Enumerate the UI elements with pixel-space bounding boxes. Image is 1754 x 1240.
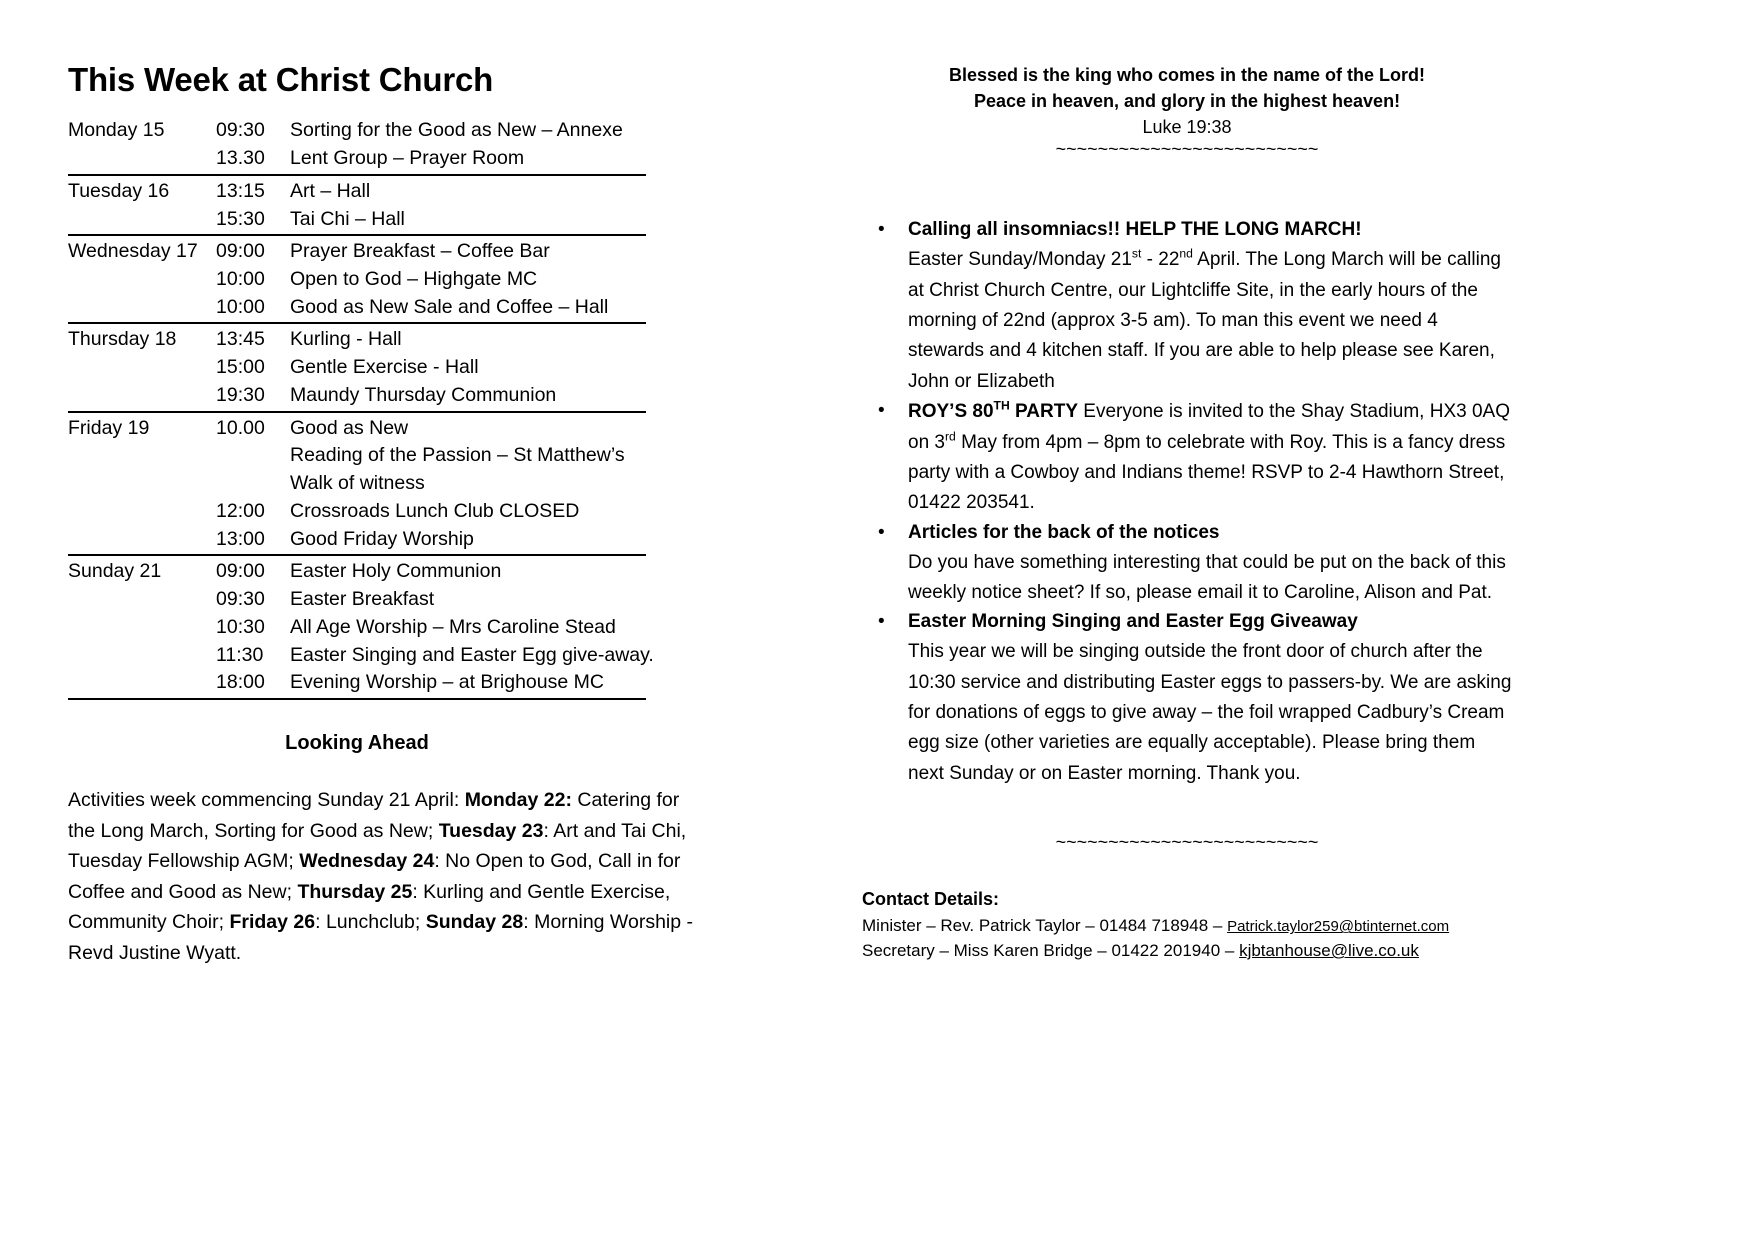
schedule-day-cell: Monday 15: [68, 119, 165, 142]
schedule-event-cell: Good as New Sale and Coffee – Hall: [290, 295, 609, 318]
schedule-day-cell: [68, 207, 216, 236]
looking-ahead-day-text: : Kurling and Gentle Exercise, Community Choir;: [68, 880, 671, 934]
schedule-day-cell: Thursday 18: [68, 323, 216, 355]
table-row: [68, 295, 646, 324]
contact-details: [862, 887, 1512, 963]
looking-ahead-intro: Activities week commencing Sunday 21 April:: [68, 788, 465, 811]
schedule-time-cell: 11:30: [216, 643, 264, 666]
notice-body-text: Everyone is invited to the Shay Stadium, HX3 0AQ on 3: [908, 401, 1510, 453]
schedule-event-cell: Kurling - Hall: [290, 323, 646, 355]
schedule-time-cell: 09:00: [216, 235, 290, 267]
notice-heading: Easter Morning Singing and Easter Egg Giveaway: [908, 611, 1358, 633]
schedule-time-cell: 13:45: [216, 323, 290, 355]
schedule-event-cell: Crossroads Lunch Club CLOSED: [290, 499, 580, 522]
schedule-event-cell: Easter Singing and Easter Egg give-away.: [290, 643, 654, 666]
schedule-time-cell: 09:30: [216, 588, 265, 611]
table-row: [68, 207, 646, 236]
table-row: [68, 615, 646, 643]
schedule-event-cell: Good Friday Worship: [290, 527, 474, 550]
looking-ahead-day-label: Friday 26: [229, 911, 316, 934]
table-row: [68, 643, 646, 671]
looking-ahead-day-label: Sunday 28: [425, 911, 524, 934]
schedule-day-cell: [68, 670, 216, 699]
schedule-event-cell: Easter Breakfast: [290, 588, 435, 611]
table-row: [68, 555, 646, 587]
schedule-time-cell: 13:00: [216, 527, 265, 550]
table-row: [68, 527, 646, 556]
looking-ahead-heading: Looking Ahead: [285, 731, 429, 754]
schedule-event-cell: Good as New: [290, 412, 646, 444]
schedule-time-cell: 09:00: [216, 555, 290, 587]
schedule-time-cell: 18:00: [216, 670, 290, 699]
schedule-day-cell: [68, 643, 216, 671]
schedule-day-cell: [68, 267, 216, 295]
table-row: [68, 146, 646, 175]
schedule-day-cell: [68, 355, 216, 383]
looking-ahead-day-label: Tuesday 23: [438, 819, 544, 842]
schedule-event-cell: Sorting for the Good as New – Annexe: [290, 119, 623, 142]
verse-reference: Luke 19:38: [1142, 117, 1232, 138]
schedule-event-cell: Open to God – Highgate MC: [290, 267, 538, 290]
schedule-day-cell: [68, 295, 216, 324]
notice-item: [862, 397, 1512, 519]
verse-line-2: Peace in heaven, and glory in the highest heaven!: [973, 91, 1401, 112]
schedule-day-cell: Friday 19: [68, 412, 216, 444]
ordinal-suffix: st: [1131, 246, 1142, 261]
looking-ahead-day-text: Catering for the Long March, Sorting for Good as New;: [68, 788, 680, 842]
ordinal-suffix: TH: [993, 398, 1010, 413]
contact-minister-line: [862, 914, 1512, 939]
schedule-event-cell: Lent Group – Prayer Room: [290, 147, 525, 170]
schedule-time-cell: 13.30: [216, 147, 265, 170]
bullet-icon: •: [878, 219, 885, 241]
table-row: [68, 267, 646, 295]
schedule-event-cell: Gentle Exercise - Hall: [290, 356, 479, 379]
schedule-time-cell: 15:00: [216, 356, 265, 379]
schedule-time-cell: 13:15: [216, 175, 290, 207]
notices-list: [862, 216, 1512, 789]
page-title: This Week at Christ Church: [68, 61, 494, 98]
schedule-day-cell: Wednesday 17: [68, 235, 216, 267]
notice-body-text: Easter Sunday/Monday 21: [908, 249, 1132, 271]
looking-ahead-day-text: : Art and Tai Chi, Tuesday Fellowship AGM;: [68, 819, 687, 873]
weekly-schedule-table: [68, 116, 654, 700]
contact-secretary-label: Secretary – Miss Karen Bridge – 01422 201940 –: [862, 940, 1240, 960]
notice-heading-cont: PARTY: [1009, 401, 1079, 423]
table-row: [68, 471, 646, 499]
schedule-event-cell: Reading of the Passion – St Matthew’s: [290, 444, 625, 467]
notice-heading: Calling all insomniacs!! HELP THE LONG MARCH!: [908, 219, 1362, 241]
notice-body: Do you have something interesting that could be put on the back of this weekly notice sheet? If so, please email it to Caroline, Alison and Pat.: [908, 551, 1506, 603]
notice-item: [862, 608, 1512, 789]
schedule-day-cell: Tuesday 16: [68, 175, 216, 207]
right-column: [862, 62, 1512, 964]
schedule-time-cell: [216, 471, 290, 499]
schedule-time-cell: [216, 443, 290, 471]
bullet-icon: •: [878, 521, 885, 543]
squiggle-divider-bottom: ~~~~~~~~~~~~~~~~~~~~~~~~~: [1055, 832, 1319, 853]
looking-ahead-day-text: : No Open to God, Call in for Coffee and Good as New;: [68, 850, 681, 903]
schedule-event-cell: Evening Worship – at Brighouse MC: [290, 670, 646, 699]
verse-line-1: Blessed is the king who comes in the name of the Lord!: [948, 65, 1426, 85]
table-row: [68, 175, 646, 207]
table-row: [68, 355, 646, 383]
table-row: [68, 412, 646, 444]
bullet-icon: •: [878, 400, 885, 422]
table-row: [68, 670, 646, 699]
table-row: [68, 587, 646, 615]
notice-body-text-cont: April. The Long March will be calling at Christ Church Centre, our Lightcliffe Site, in the early hours of the morning of 22nd (approx 3-5 am). To man this event we need 4 stewards and 4 kitchen staff. If you are able to help please see Karen, John or Elizabeth: [908, 249, 1501, 392]
table-row: [68, 323, 646, 355]
schedule-day-cell: [68, 527, 216, 556]
schedule-time-cell: 12:00: [216, 499, 265, 522]
schedule-day-cell: [68, 383, 216, 412]
schedule-time-cell: 19:30: [216, 383, 265, 406]
looking-ahead-paragraph: [68, 785, 708, 969]
notice-heading: Articles for the back of the notices: [908, 521, 1220, 543]
minister-email-link[interactable]: Patrick.taylor259@btinternet.com: [1227, 918, 1450, 936]
schedule-day-cell: [68, 146, 216, 175]
ordinal-suffix: rd: [944, 429, 956, 444]
table-row: [68, 443, 646, 471]
notice-heading-and-body: [908, 397, 1512, 519]
schedule-event-cell: Easter Holy Communion: [290, 555, 646, 587]
schedule-time-cell: 10.00: [216, 412, 290, 444]
schedule-time-cell: 09:30: [216, 119, 265, 142]
schedule-day-cell: [68, 471, 216, 499]
notice-body-text-cont: May from 4pm – 8pm to celebrate with Roy. This is a fancy dress party with a Cowboy and Indians theme! RSVP to 2-4 Hawthorn Street, 01422 203541.: [908, 431, 1506, 514]
looking-ahead-day-text: : Morning Worship - Revd Justine Wyatt.: [68, 911, 694, 965]
table-row: [68, 235, 646, 267]
schedule-day-cell: [68, 615, 216, 643]
schedule-time-cell: 10:00: [216, 267, 265, 290]
table-row: [68, 499, 646, 527]
contact-minister-label: Minister – Rev. Patrick Taylor – 01484 718948 –: [862, 916, 1228, 936]
schedule-day-cell: [68, 443, 216, 471]
schedule-time-cell: 10:00: [216, 295, 265, 318]
left-column: [68, 62, 768, 969]
notice-body-text-mid: - 22: [1141, 249, 1180, 271]
looking-ahead-day-text: : Lunchclub;: [315, 911, 426, 934]
notice-item: [862, 519, 1512, 609]
schedule-day-cell: Sunday 21: [68, 555, 216, 587]
squiggle-divider-top: ~~~~~~~~~~~~~~~~~~~~~~~~~: [1055, 139, 1319, 160]
looking-ahead-day-label: Monday 22:: [464, 788, 572, 811]
schedule-event-cell: Art – Hall: [290, 175, 646, 207]
table-row: [68, 383, 646, 412]
schedule-day-cell: [68, 587, 216, 615]
schedule-time-cell: 15:30: [216, 207, 265, 230]
notice-body: [908, 245, 1512, 397]
schedule-event-cell: All Age Worship – Mrs Caroline Stead: [290, 615, 616, 638]
notice-heading: ROY’S 80: [908, 401, 994, 423]
looking-ahead-day-label: Wednesday 24: [299, 850, 435, 873]
schedule-event-cell: Walk of witness: [290, 472, 425, 495]
bullet-icon: •: [878, 611, 885, 633]
contact-details-title: Contact Details:: [862, 889, 1000, 910]
notice-item: [862, 216, 1512, 397]
schedule-event-cell: Maundy Thursday Communion: [290, 383, 557, 406]
table-row: [68, 116, 646, 146]
notice-body: This year we will be singing outside the front door of church after the 10:30 service and distributing Easter eggs to passers-by. We are asking for donations of eggs to give away – the foil wrapped Cadbury’s Cream egg size (other varieties are equally acceptable). Please bring them next Sunday or on Easter morning. Thank you.: [908, 641, 1512, 784]
secretary-email-link[interactable]: kjbtanhouse@live.co.uk: [1239, 940, 1419, 960]
contact-secretary-line: [862, 939, 1512, 964]
schedule-event-cell: Tai Chi – Hall: [290, 207, 405, 230]
looking-ahead-day-label: Thursday 25: [297, 880, 413, 903]
schedule-time-cell: 10:30: [216, 615, 265, 638]
schedule-event-cell: Prayer Breakfast – Coffee Bar: [290, 235, 646, 267]
ordinal-suffix: nd: [1179, 246, 1193, 261]
schedule-day-cell: [68, 499, 216, 527]
